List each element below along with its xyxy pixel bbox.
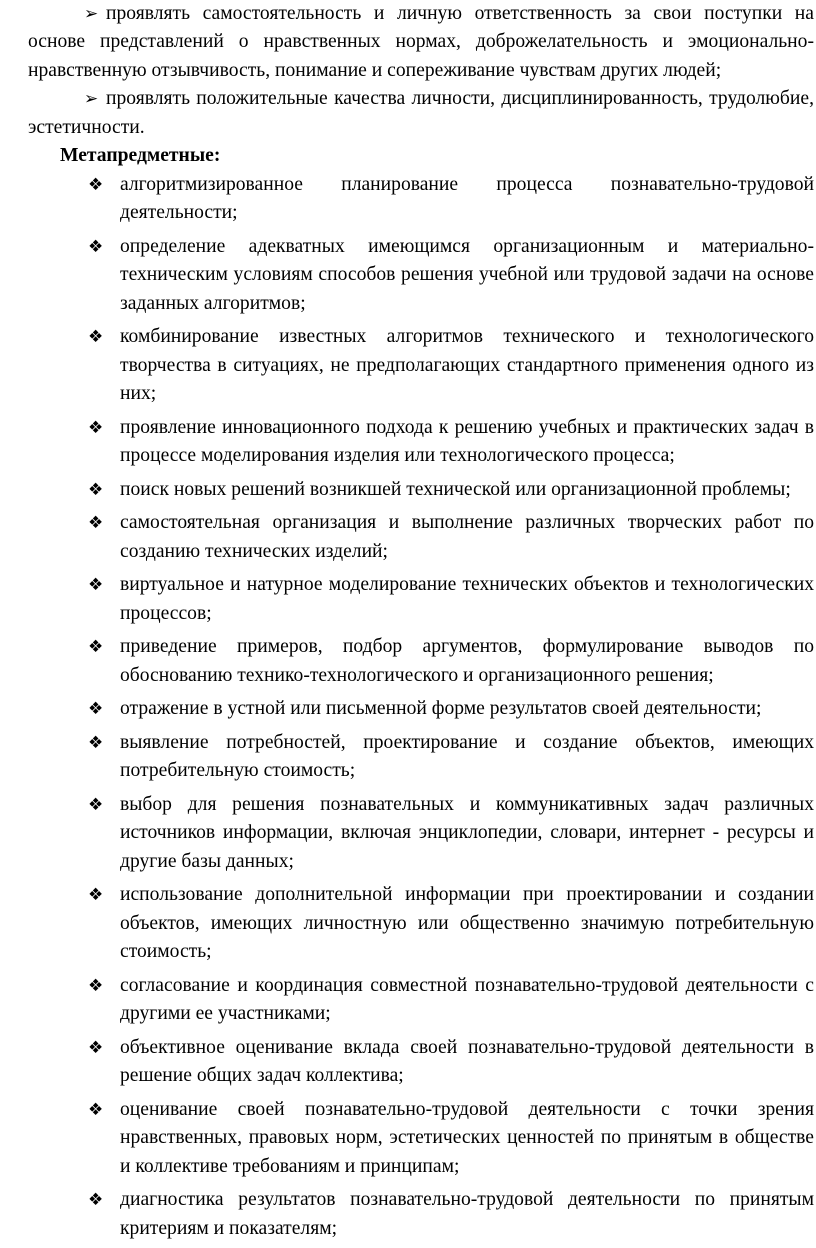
list-item-text: диагностика результатов познавательно-трудовой деятельности по принятым критериям и показателям; [120, 1189, 814, 1239]
list-item-text: выявление потребностей, проектирование и создание объектов, имеющих потребительную стоимость; [120, 732, 814, 782]
intro-item-text: проявлять положительные качества личности, дисциплинированность, трудолюбие, эстетичности. [28, 88, 814, 138]
diamond-bullet-icon: ❖ [88, 513, 104, 534]
list-item [28, 791, 814, 876]
list-item [28, 233, 814, 318]
list-item [28, 972, 814, 1029]
document-page [28, 0, 814, 1248]
list-item [28, 509, 814, 566]
diamond-bullet-icon: ❖ [88, 699, 104, 720]
list-item [28, 414, 814, 471]
list-item-text: выбор для решения познавательных и коммуникативных задач различных источников информации, включая энциклопедии, словари, интернет - ресурсы и другие базы данных; [120, 794, 814, 872]
section-heading: Метапредметные: [60, 145, 221, 167]
arrowhead-bullet-icon: ➢ [84, 4, 99, 23]
list-item [28, 695, 814, 723]
diamond-bullet-icon: ❖ [88, 733, 104, 754]
list-item [28, 1186, 814, 1243]
list-item-text: отражение в устной или письменной форме результатов своей деятельности; [120, 698, 762, 720]
list-item-text: согласование и координация совместной познавательно-трудовой деятельности с другими ее участниками; [120, 974, 814, 1025]
intro-item [28, 0, 814, 85]
diamond-bullet-icon: ❖ [88, 1037, 104, 1058]
diamond-bullet-icon: ❖ [88, 575, 104, 596]
list-item-text: приведение примеров, подбор аргументов, формулирование выводов по обоснованию технико-технологического и организационного решения; [120, 636, 814, 686]
arrowhead-bullet-icon: ➢ [84, 89, 99, 109]
diamond-bullet-icon: ❖ [88, 795, 104, 816]
intro-item-text: проявлять самостоятельность и личную ответственность за свои поступки на основе представлений о нравственных нормах, доброжелательность и эмоционально-нравственную отзывчивость, понимание и сопереживание чувствам других людей; [28, 3, 814, 81]
list-item-text: определение адекватных имеющимся организационным и материально-техническим условиям способов решения учебной или трудовой задачи на основе заданных алгоритмов; [120, 236, 814, 314]
diamond-bullet-icon: ❖ [88, 327, 104, 348]
diamond-bullet-icon: ❖ [88, 975, 104, 996]
list-item [28, 171, 814, 228]
list-item-text: самостоятельная организация и выполнение различных творческих работ по созданию технических изделий; [120, 512, 814, 562]
list-item-text: комбинирование известных алгоритмов технического и технологического творчества в ситуациях, не предполагающих стандартного применения одного из них; [120, 326, 814, 405]
intro-list [28, 0, 814, 142]
list-item [28, 1034, 814, 1091]
list-item [28, 323, 814, 408]
diamond-bullet-icon: ❖ [88, 637, 104, 658]
diamond-bullet-icon: ❖ [88, 1099, 104, 1120]
diamond-bullet-icon: ❖ [88, 479, 104, 500]
list-item-text: алгоритмизированное планирование процесса познавательно-трудовой деятельности; [120, 174, 814, 224]
diamond-bullet-icon: ❖ [88, 175, 104, 196]
list-item [28, 729, 814, 786]
diamond-bullet-icon: ❖ [88, 237, 104, 258]
list-item-text: поиск новых решений возникшей технической или организационной проблемы; [120, 478, 791, 500]
list-item-text: виртуальное и натурное моделирование технических объектов и технологических процессов; [120, 574, 814, 624]
list-item-text: проявление инновационного подхода к решению учебных и практических задач в процессе моделирования изделия или технологического процесса; [120, 416, 814, 467]
diamond-bullet-icon: ❖ [88, 1190, 104, 1211]
list-item [28, 633, 814, 690]
list-item [28, 476, 814, 504]
list-item [28, 881, 814, 966]
list-item [28, 571, 814, 628]
list-item-text: использование дополнительной информации при проектировании и создании объектов, имеющих личностную или общественно значимую потребительную стоимость; [120, 884, 814, 963]
diamond-bullet-icon: ❖ [88, 885, 104, 906]
diamond-bullet-icon: ❖ [88, 417, 104, 438]
list-item-text: объективное оценивание вклада своей познавательно-трудовой деятельности в решение общих задач коллектива; [120, 1036, 814, 1087]
metasubject-list [28, 171, 814, 1243]
list-item [28, 1096, 814, 1181]
intro-item [28, 85, 814, 142]
list-item-text: оценивание своей познавательно-трудовой деятельности с точки зрения нравственных, правовых норм, эстетических ценностей по принятым в обществе и коллективе требованиям и принципам; [120, 1098, 814, 1177]
